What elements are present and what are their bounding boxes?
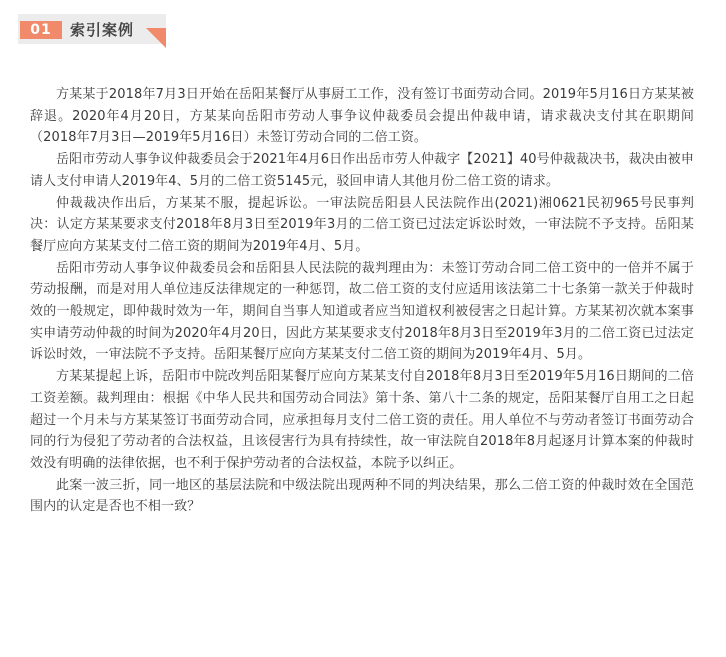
paragraph-4: 岳阳市劳动人事争议仲裁委员会和岳阳县人民法院的裁判理由为：未签订劳动合同二倍工资中的一倍并不属于劳动报酬，而是对用人单位违反法律规定的一种惩罚，故二倍工资的支付应适用该法第二十七条第一款关于仲裁时效的一般规定，即仲裁时效为一年，期间自当事人知道或者应当知道权利被侵害之日起计算。方某某初次就本案事实申请劳动仲裁的时间为2020年4月20日，因此方某某要求支付2018年8月3日至2019年3月的二倍工资已过法定诉讼时效，一审法院不予支持。岳阳某餐厅应向方某某支付二倍工资的期间为2019年4月、5月。 [30,260,694,363]
section-title: 索引案例 [70,21,135,39]
paragraph-2: 岳阳市劳动人事争议仲裁委员会于2021年4月6日作出岳市劳人仲裁字【2021】40号仲裁裁决书，裁决由被申请人支付申请人2019年4、5月的二倍工资5145元，驳回申请人其他月份二倍工资的请求。 [30,152,694,189]
paragraph-3: 仲裁裁决作出后，方某某不服，提起诉讼。一审法院岳阳县人民法院作出(2021)湘0621民初965号民事判决：认定方某某要求支付2018年8月3日至2019年3月的二倍工资已过法定诉讼时效，一审法院不予支持。岳阳某餐厅应向方某某支付二倍工资的期间为2019年4月、5月。 [30,195,694,254]
article-body [30,84,694,518]
paragraph-1: 方某某于2018年7月3日开始在岳阳某餐厅从事厨工工作，没有签订书面劳动合同。2019年5月16日方某某被辞退。2020年4月20日，方某某向岳阳市劳动人事争议仲裁委员会提出仲裁申请，请求裁决支付其在职期间（2018年7月3日—2019年5月16日）未签订劳动合同的二倍工资。 [30,87,694,146]
paragraph-5: 方某某提起上诉，岳阳市中院改判岳阳某餐厅应向方某某支付自2018年8月3日至2019年5月16日期间的二倍工资差额。裁判理由：根据《中华人民共和国劳动合同法》第十条、第八十二条的规定，岳阳某餐厅自用工之日起超过一个月未与方某某签订书面劳动合同，应承担每月支付二倍工资的责任。用人单位不与劳动者签订书面劳动合同的行为侵犯了劳动者的合法权益，且该侵害行为具有持续性，故一审法院自2018年8月起逐月计算本案的仲裁时效没有明确的法律依据，也不利于保护劳动者的合法权益，本院予以纠正。 [30,369,694,471]
section-number-badge: 01 [20,21,62,39]
section-header [18,14,168,48]
corner-triangle-decoration [146,28,166,48]
paragraph-6: 此案一波三折，同一地区的基层法院和中级法院出现两种不同的判决结果，那么二倍工资的仲裁时效在全国范围内的认定是否也不相一致？ [30,477,694,515]
